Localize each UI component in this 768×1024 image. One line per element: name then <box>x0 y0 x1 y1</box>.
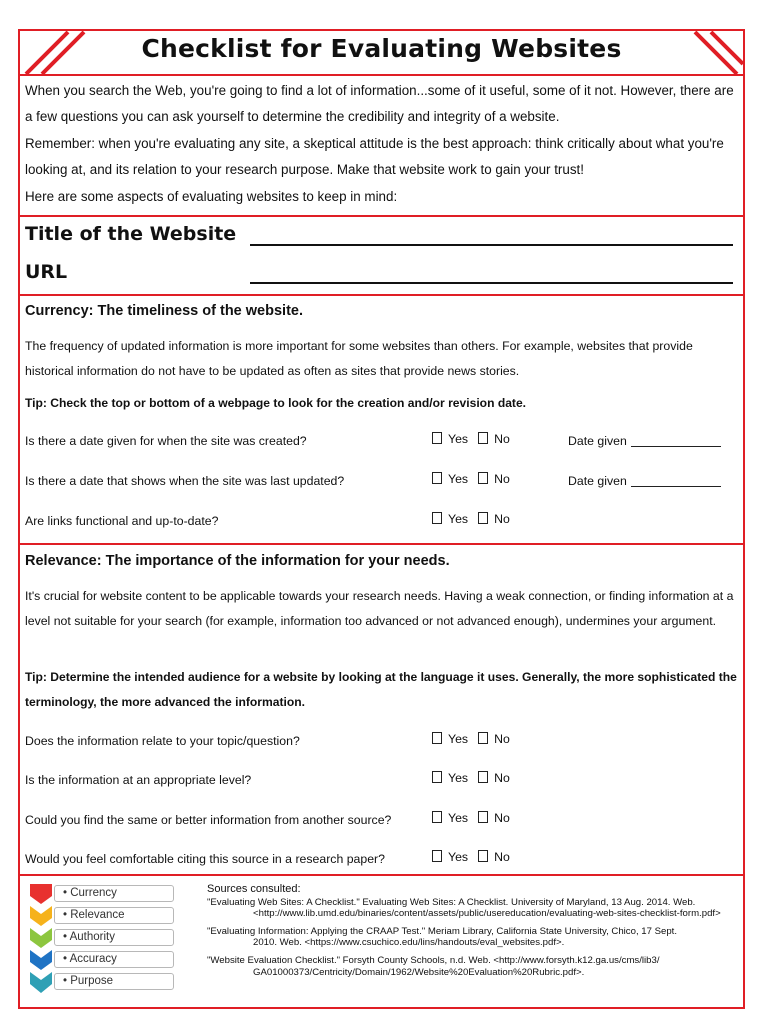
relevance-paragraph: It's crucial for website content to be applicable towards your research needs. Having a weak connection, or finding information at a level not suitable for your search (for example, information too advanced or not advanced enough), undermines your argument. <box>25 589 734 628</box>
no-label: No <box>494 811 510 825</box>
sources-title: Sources consulted: <box>207 883 301 895</box>
source-first-line: "Evaluating Web Sites: A Checklist." Evaluating Web Sites: A Checklist. University of Maryland, 13 Aug. 2014. Web. <box>207 896 696 908</box>
divider-intro <box>18 215 745 217</box>
yes-label: Yes <box>448 850 469 864</box>
yes-checkbox[interactable] <box>432 811 442 823</box>
source-entry <box>207 926 742 949</box>
divider-currency <box>18 543 745 545</box>
source-continuation: <http://www.lib.umd.edu/binaries/content/assets/public/usereducation/evaluating-web-sites-checklist-form.pdf> <box>253 908 721 920</box>
no-checkbox[interactable] <box>478 432 488 444</box>
yes-label: Yes <box>448 771 469 785</box>
question-label: Is the information at an appropriate level? <box>25 773 252 787</box>
craap-item-accuracy <box>28 950 178 969</box>
yes-no-options <box>432 472 510 486</box>
date-given-field[interactable] <box>568 434 721 448</box>
stripes-right-decoration <box>663 31 743 74</box>
chevron-icon <box>28 906 54 926</box>
craap-label: • Relevance <box>54 907 174 924</box>
divider-relevance <box>18 874 745 876</box>
craap-label: • Accuracy <box>54 951 174 968</box>
yes-checkbox[interactable] <box>432 512 442 524</box>
question-label: Is there a date that shows when the site was last updated? <box>25 474 345 488</box>
craap-label: • Authority <box>54 929 174 946</box>
date-given-line[interactable] <box>631 446 721 447</box>
no-label: No <box>494 432 510 446</box>
yes-no-options <box>432 732 510 746</box>
craap-label: • Currency <box>54 885 174 902</box>
no-label: No <box>494 472 510 486</box>
divider-title <box>18 74 745 76</box>
source-first-line: "Website Evaluation Checklist." Forsyth County Schools, n.d. Web. <http://www.forsyth.k12.ga.us/cms/lib3/ <box>207 954 660 966</box>
yes-label: Yes <box>448 432 469 446</box>
date-given-label: Date given <box>568 434 627 448</box>
question-label: Does the information relate to your topic/question? <box>25 734 300 748</box>
url-field-line[interactable] <box>250 282 733 284</box>
craap-item-currency <box>28 884 178 903</box>
yes-label: Yes <box>448 512 469 526</box>
chevron-icon <box>28 972 54 994</box>
no-checkbox[interactable] <box>478 811 488 823</box>
yes-no-options <box>432 811 510 825</box>
chevron-icon <box>28 884 54 904</box>
intro-text <box>25 78 737 210</box>
title-field-line[interactable] <box>250 244 733 246</box>
no-label: No <box>494 850 510 864</box>
currency-heading: Currency: The timeliness of the website. <box>25 303 303 319</box>
yes-no-options <box>432 512 510 526</box>
no-label: No <box>494 732 510 746</box>
no-checkbox[interactable] <box>478 472 488 484</box>
relevance-tip: Tip: Determine the intended audience for a website by looking at the language it uses. Generally, the more sophisticated the terminology, the more advanced the information. <box>25 670 737 709</box>
intro-paragraph: Here are some aspects of evaluating websites to keep in mind: <box>25 188 398 204</box>
craap-item-relevance <box>28 906 178 925</box>
craap-item-purpose <box>28 972 178 991</box>
yes-no-options <box>432 850 510 864</box>
intro-paragraph: When you search the Web, you're going to find a lot of information...some of it useful, some of it not. However, there are a few questions you can ask yourself to determine the credibility and integrity of a website. <box>25 83 734 125</box>
chevron-icon <box>28 950 54 970</box>
question-label: Could you find the same or better information from another source? <box>25 813 392 827</box>
no-checkbox[interactable] <box>478 732 488 744</box>
page-title: Checklist for Evaluating Websites <box>141 34 622 63</box>
yes-checkbox[interactable] <box>432 432 442 444</box>
craap-label: • Purpose <box>54 973 174 990</box>
no-checkbox[interactable] <box>478 771 488 783</box>
no-label: No <box>494 512 510 526</box>
craap-graphic <box>28 883 178 997</box>
date-given-label: Date given <box>568 474 627 488</box>
yes-label: Yes <box>448 732 469 746</box>
source-entry <box>207 955 742 978</box>
no-checkbox[interactable] <box>478 850 488 862</box>
sources-block <box>207 884 742 978</box>
yes-checkbox[interactable] <box>432 771 442 783</box>
currency-paragraph: The frequency of updated information is more important for some websites than others. For example, websites that provide historical information do not have to be updated as often as sites that provide news stories. <box>25 339 693 378</box>
yes-checkbox[interactable] <box>432 472 442 484</box>
yes-no-options <box>432 771 510 785</box>
no-label: No <box>494 771 510 785</box>
yes-label: Yes <box>448 811 469 825</box>
date-given-field[interactable] <box>568 474 721 488</box>
currency-tip: Tip: Check the top or bottom of a webpage to look for the creation and/or revision date. <box>25 396 527 410</box>
title-bar <box>20 31 743 74</box>
question-label: Would you feel comfortable citing this source in a research paper? <box>25 852 385 866</box>
question-label: Are links functional and up-to-date? <box>25 514 219 528</box>
source-entry <box>207 897 742 920</box>
craap-item-authority <box>28 928 178 947</box>
source-first-line: "Evaluating Information: Applying the CRAAP Test." Meriam Library, California State University, Chico, 17 Sept. <box>207 925 678 937</box>
yes-checkbox[interactable] <box>432 850 442 862</box>
source-continuation: 2010. Web. <https://www.csuchico.edu/lins/handouts/eval_websites.pdf>. <box>253 937 565 949</box>
divider-fields <box>18 294 745 296</box>
chevron-icon <box>28 928 54 948</box>
source-continuation: GA01000373/Centricity/Domain/1962/Website%20Evaluation%20Rubric.pdf>. <box>253 966 585 978</box>
no-checkbox[interactable] <box>478 512 488 524</box>
yes-label: Yes <box>448 472 469 486</box>
question-label: Is there a date given for when the site was created? <box>25 434 307 448</box>
yes-no-options <box>432 432 510 446</box>
url-field-label: URL <box>25 261 68 283</box>
date-given-line[interactable] <box>631 486 721 487</box>
relevance-heading: Relevance: The importance of the information for your needs. <box>25 553 450 569</box>
intro-paragraph: Remember: when you're evaluating any site, a skeptical attitude is the best approach: think critically about what you're looking at, and its relation to your research purpose. Make that website work to gain your trust! <box>25 135 724 178</box>
yes-checkbox[interactable] <box>432 732 442 744</box>
title-field-label: Title of the Website <box>25 223 237 245</box>
